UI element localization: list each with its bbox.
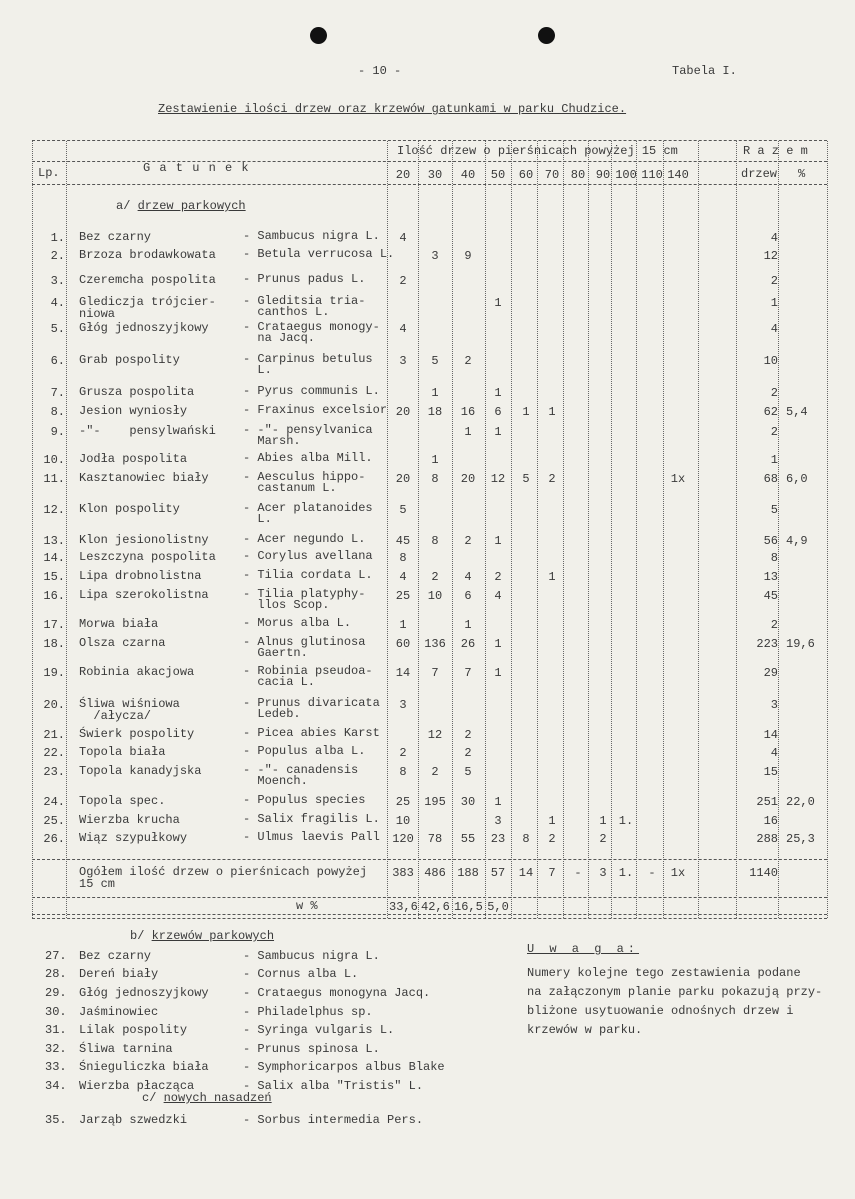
total-cell: 2 — [770, 274, 778, 288]
total-cell: 13 — [763, 570, 778, 584]
col-header-total: drzew — [741, 167, 778, 181]
col-header-size: 60 — [518, 168, 534, 182]
row-number: 17. — [43, 618, 65, 632]
totals-label: Ogółem ilość drzew o pierśnicach powyżej 15 cm — [79, 865, 368, 891]
species-latin: - Tilia platyphy- llos Scop. — [243, 587, 366, 612]
row-number: 23. — [43, 765, 65, 779]
count-cell: 1 — [431, 386, 439, 400]
shrub-name: Śnieguliczka biała — [79, 1060, 209, 1074]
total-cell: 4 — [770, 322, 778, 336]
count-cell: 18 — [427, 405, 443, 419]
row-number: 15. — [43, 570, 65, 584]
count-cell: 10 — [395, 814, 411, 828]
row-number: 3. — [50, 274, 65, 288]
count-cell: 25 — [395, 589, 411, 603]
count-cell: 2 — [399, 746, 407, 760]
table-rule — [32, 897, 827, 898]
col-header-percent: % — [798, 167, 806, 181]
percent-cell: 4,9 — [786, 534, 808, 548]
table-column-divider — [778, 141, 779, 918]
total-cell: 12 — [763, 249, 778, 263]
species-name: Kasztanowiec biały — [79, 471, 209, 485]
total-cell: 14 — [763, 728, 778, 742]
species-latin: - Morus alba L. — [243, 616, 352, 630]
count-cell: 5 — [399, 503, 407, 517]
col-header-size: 20 — [395, 168, 411, 182]
total-cell: 2 — [770, 618, 778, 632]
species-latin: - Carpinus betulus L. — [243, 352, 373, 377]
species-name: Grab pospolity — [79, 353, 180, 367]
count-cell: 8 — [431, 472, 439, 486]
total-cell: 8 — [770, 551, 778, 565]
count-cell: 7 — [431, 666, 439, 680]
species-latin: - Acer negundo L. — [243, 532, 366, 546]
table-rule — [32, 184, 827, 185]
shrub-latin: - Prunus spinosa L. — [243, 1042, 380, 1056]
count-cell: 1 — [494, 795, 502, 809]
species-name: Jesion wyniosły — [79, 404, 188, 418]
count-cell: 1 — [464, 618, 472, 632]
species-name: -"- pensylwański — [79, 424, 216, 438]
row-number: 21. — [43, 728, 65, 742]
species-latin: - Populus species — [243, 793, 366, 807]
total-cell: 223 — [756, 637, 778, 651]
shrub-number: 33. — [45, 1060, 67, 1074]
count-cell: 1 — [494, 296, 502, 310]
count-cell: 3 — [494, 814, 502, 828]
shrub-number: 30. — [45, 1005, 67, 1019]
totals-cell: 188 — [457, 866, 479, 880]
table-column-divider — [736, 141, 737, 918]
count-cell: 45 — [395, 534, 411, 548]
count-cell: 2 — [399, 274, 407, 288]
note-line: na załączonym planie parku pokazują przy- — [527, 985, 823, 999]
count-cell: 1 — [494, 425, 502, 439]
section-c-title: nowych nasadzeń — [163, 1091, 272, 1105]
count-cell: 10 — [427, 589, 443, 603]
count-cell: 60 — [395, 637, 411, 651]
count-cell: 1 — [464, 425, 472, 439]
species-latin: - Salix fragilis L. — [243, 812, 380, 826]
count-cell: 6 — [464, 589, 472, 603]
row-number: 20. — [43, 698, 65, 712]
row-number: 25. — [43, 814, 65, 828]
col-header-size: 80 — [570, 168, 586, 182]
species-name: Głóg jednoszyjkowy — [79, 321, 209, 335]
count-cell: 2 — [494, 570, 502, 584]
table-column-divider — [827, 141, 828, 918]
col-header-size: 70 — [544, 168, 560, 182]
count-cell: 7 — [464, 666, 472, 680]
binder-hole-left — [310, 27, 327, 44]
shrub-latin: - Philadelphus sp. — [243, 1005, 373, 1019]
count-cell: 25 — [395, 795, 411, 809]
shrub-latin: - Syringa vulgaris L. — [243, 1023, 395, 1037]
table-column-divider — [611, 141, 612, 918]
totals-cell: - — [574, 866, 582, 880]
table-label: Tabela I. — [672, 64, 737, 78]
shrub-latin: - Salix alba "Tristis" L. — [243, 1079, 424, 1093]
count-cell: 4 — [399, 231, 407, 245]
row-number: 11. — [43, 472, 65, 486]
count-cell: 1 — [599, 814, 607, 828]
total-cell: 4 — [770, 746, 778, 760]
row-number: 10. — [43, 453, 65, 467]
count-cell: 8 — [399, 765, 407, 779]
percent-cell: 6,0 — [786, 472, 808, 486]
total-cell: 62 — [763, 405, 778, 419]
shrub-latin: - Cornus alba L. — [243, 967, 359, 981]
count-cell: 2 — [599, 832, 607, 846]
percent-row-cell: 5,0 — [487, 900, 509, 914]
shrub-number: 29. — [45, 986, 67, 1000]
count-cell: 8 — [431, 534, 439, 548]
row-number: 4. — [50, 296, 65, 310]
percent-cell: 5,4 — [786, 405, 808, 419]
count-cell: 2 — [548, 832, 556, 846]
species-name: Lipa szerokolistna — [79, 588, 209, 602]
shrub-name: Śliwa tarnina — [79, 1042, 173, 1056]
row-number: 22. — [43, 746, 65, 760]
row-number: 9. — [50, 425, 65, 439]
row-number: 13. — [43, 534, 65, 548]
section-b-heading: b/ krzewów parkowych — [130, 929, 275, 943]
table-rule — [32, 859, 827, 860]
count-cell: 1 — [494, 534, 502, 548]
species-latin: - Gleditsia tria- canthos L. — [243, 294, 366, 319]
row-number: 18. — [43, 637, 65, 651]
species-latin: - Alnus glutinosa Gaertn. — [243, 635, 366, 660]
count-cell: 2 — [431, 570, 439, 584]
table-title: Zestawienie ilości drzew oraz krzewów gatunkami w parku Chudzice. — [158, 102, 627, 116]
shrub-number: 27. — [45, 949, 67, 963]
species-latin: - Aesculus hippo- castanum L. — [243, 470, 366, 495]
count-cell: 2 — [464, 746, 472, 760]
count-cell: 26 — [460, 637, 476, 651]
total-cell: 251 — [756, 795, 778, 809]
shrub-latin: - Sambucus nigra L. — [243, 949, 380, 963]
count-cell: 16 — [460, 405, 476, 419]
section-b-title: krzewów parkowych — [151, 929, 275, 943]
row-number: 8. — [50, 405, 65, 419]
shrub-name: Głóg jednoszyjkowy — [79, 986, 209, 1000]
species-latin: - Robinia pseudoa- cacia L. — [243, 664, 373, 689]
row-number: 16. — [43, 589, 65, 603]
count-cell: 1x — [670, 472, 686, 486]
count-cell: 20 — [395, 472, 411, 486]
species-name: Topola biała — [79, 745, 166, 759]
col-header-size: 90 — [595, 168, 611, 182]
col-header-size: 40 — [460, 168, 476, 182]
count-cell: 12 — [490, 472, 506, 486]
count-cell: 3 — [399, 354, 407, 368]
count-cell: 1 — [494, 637, 502, 651]
count-cell: 78 — [427, 832, 443, 846]
count-cell: 23 — [490, 832, 506, 846]
species-name: Wierzba krucha — [79, 813, 180, 827]
species-name: Leszczyna pospolita — [79, 550, 216, 564]
count-cell: 20 — [395, 405, 411, 419]
total-cell: 3 — [770, 698, 778, 712]
percent-cell: 22,0 — [786, 795, 815, 809]
section-a-title: drzew parkowych — [137, 199, 246, 213]
shrub-name: Jaśminowiec — [79, 1005, 159, 1019]
total-cell: 1 — [770, 296, 778, 310]
total-cell: 45 — [763, 589, 778, 603]
species-latin: - Sambucus nigra L. — [243, 229, 380, 243]
planting-name: Jarząb szwedzki — [79, 1113, 188, 1127]
species-name: Śliwa wiśniowa /ałycza/ — [79, 697, 180, 723]
count-cell: 195 — [424, 795, 446, 809]
table-column-divider — [418, 141, 419, 918]
species-name: Topola spec. — [79, 794, 166, 808]
species-name: Morwa biała — [79, 617, 159, 631]
percent-row-cell: 33,6 — [389, 900, 418, 914]
species-name: Czeremcha pospolita — [79, 273, 216, 287]
col-header-count-group: Ilość drzew o pierśnicach powyżej 15 cm — [397, 144, 678, 158]
count-cell: 3 — [399, 698, 407, 712]
species-latin: - Crataegus monogy- na Jacq. — [243, 320, 380, 345]
table-column-divider — [563, 141, 564, 918]
total-cell: 16 — [763, 814, 778, 828]
species-name: Olsza czarna — [79, 636, 166, 650]
species-latin: - Acer platanoides L. — [243, 501, 373, 526]
count-cell: 2 — [464, 728, 472, 742]
totals-cell: 3 — [599, 866, 607, 880]
row-number: 1. — [50, 231, 65, 245]
total-cell: 1 — [770, 453, 778, 467]
count-cell: 2 — [464, 534, 472, 548]
row-number: 14. — [43, 551, 65, 565]
total-cell: 2 — [770, 386, 778, 400]
count-cell: 1 — [399, 618, 407, 632]
percent-row-cell: 16,5 — [454, 900, 483, 914]
species-latin: - -"- pensylvanica Marsh. — [243, 423, 373, 448]
shrub-name: Lilak pospolity — [79, 1023, 188, 1037]
totals-cell: 14 — [518, 866, 534, 880]
shrub-name: Wierzba płacząca — [79, 1079, 195, 1093]
count-cell: 2 — [464, 354, 472, 368]
count-cell: 8 — [522, 832, 530, 846]
total-cell: 5 — [770, 503, 778, 517]
section-a-heading: a/ drzew parkowych — [116, 199, 246, 213]
shrub-name: Dereń biały — [79, 967, 159, 981]
binder-hole-right — [538, 27, 555, 44]
table-rule — [32, 918, 827, 919]
count-cell: 2 — [431, 765, 439, 779]
species-name: Wiąz szypułkowy — [79, 831, 188, 845]
count-cell: 1 — [548, 570, 556, 584]
count-cell: 4 — [494, 589, 502, 603]
col-header-total-group: R a z e m — [743, 144, 808, 158]
species-latin: - -"- canadensis Moench. — [243, 763, 359, 788]
planting-number: 35. — [45, 1113, 67, 1127]
planting-latin: - Sorbus intermedia Pers. — [243, 1113, 424, 1127]
total-cell: 4 — [770, 231, 778, 245]
species-latin: - Prunus padus L. — [243, 272, 366, 286]
totals-cell: 7 — [548, 866, 556, 880]
table-column-divider — [452, 141, 453, 918]
row-number: 19. — [43, 666, 65, 680]
species-name: Glediczja trójcier- niowa — [79, 295, 216, 321]
table-column-divider — [537, 141, 538, 918]
totals-cell: - — [648, 866, 656, 880]
species-name: Świerk pospolity — [79, 727, 195, 741]
totals-cell: 486 — [424, 866, 446, 880]
note-line: Numery kolejne tego zestawienia podane — [527, 966, 801, 980]
count-cell: 20 — [460, 472, 476, 486]
row-number: 24. — [43, 795, 65, 809]
species-name: Brzoza brodawkowata — [79, 248, 216, 262]
species-latin: - Fraxinus excelsior — [243, 403, 388, 417]
col-header-size: 140 — [667, 168, 689, 182]
note-title: U w a g a: — [527, 942, 640, 956]
table-column-divider — [588, 141, 589, 918]
totals-cell: 383 — [392, 866, 414, 880]
total-cell: 68 — [763, 472, 778, 486]
species-latin: - Corylus avellana — [243, 549, 373, 563]
percent-row-label: w % — [296, 899, 318, 913]
species-name: Topola kanadyjska — [79, 764, 202, 778]
total-cell: 2 — [770, 425, 778, 439]
count-cell: 5 — [522, 472, 530, 486]
totals-cell: 1x — [670, 866, 686, 880]
count-cell: 1 — [522, 405, 530, 419]
shrub-latin: - Symphoricarpos albus Blake — [243, 1060, 445, 1074]
species-latin: - Pyrus communis L. — [243, 384, 380, 398]
row-number: 5. — [50, 322, 65, 336]
col-header-size: 30 — [427, 168, 443, 182]
col-header-lp: Lp. — [38, 166, 60, 180]
row-number: 7. — [50, 386, 65, 400]
row-number: 2. — [50, 249, 65, 263]
count-cell: 1 — [431, 453, 439, 467]
count-cell: 12 — [427, 728, 443, 742]
count-cell: 4 — [399, 570, 407, 584]
count-cell: 2 — [548, 472, 556, 486]
percent-row-cell: 42,6 — [421, 900, 450, 914]
row-number: 6. — [50, 354, 65, 368]
species-name: Robinia akacjowa — [79, 665, 195, 679]
count-cell: 136 — [424, 637, 446, 651]
count-cell: 3 — [431, 249, 439, 263]
count-cell: 8 — [399, 551, 407, 565]
count-cell: 6 — [494, 405, 502, 419]
shrub-number: 31. — [45, 1023, 67, 1037]
table-rule — [32, 140, 827, 141]
species-latin: - Betula verrucosa L. — [243, 247, 395, 261]
shrub-name: Bez czarny — [79, 949, 152, 963]
count-cell: 9 — [464, 249, 472, 263]
total-cell: 29 — [763, 666, 778, 680]
count-cell: 1 — [548, 405, 556, 419]
count-cell: 120 — [392, 832, 414, 846]
count-cell: 4 — [464, 570, 472, 584]
percent-cell: 19,6 — [786, 637, 815, 651]
page-number: - 10 - — [358, 64, 402, 78]
note-line: krzewów w parku. — [527, 1023, 643, 1037]
count-cell: 55 — [460, 832, 476, 846]
shrub-latin: - Crataegus monogyna Jacq. — [243, 986, 431, 1000]
count-cell: 4 — [399, 322, 407, 336]
total-cell: 10 — [763, 354, 778, 368]
species-name: Bez czarny — [79, 230, 152, 244]
col-header-size: 50 — [490, 168, 506, 182]
species-name: Jodła pospolita — [79, 452, 188, 466]
count-cell: 1 — [494, 386, 502, 400]
count-cell: 5 — [431, 354, 439, 368]
species-latin: - Populus alba L. — [243, 744, 366, 758]
table-column-divider — [698, 141, 699, 918]
species-latin: - Picea abies Karst — [243, 726, 380, 740]
col-header-size: 100 — [615, 168, 637, 182]
total-cell: 15 — [763, 765, 778, 779]
percent-cell: 25,3 — [786, 832, 815, 846]
totals-total: 1140 — [749, 866, 778, 880]
table-column-divider — [636, 141, 637, 918]
species-latin: - Ulmus laevis Pall — [243, 830, 380, 844]
table-column-divider — [663, 141, 664, 918]
section-c-heading: c/ nowych nasadzeń — [142, 1091, 272, 1105]
count-cell: 5 — [464, 765, 472, 779]
species-name: Grusza pospolita — [79, 385, 195, 399]
species-name: Klon jesionolistny — [79, 533, 209, 547]
count-cell: 30 — [460, 795, 476, 809]
table-rule — [32, 914, 827, 915]
count-cell: 14 — [395, 666, 411, 680]
totals-cell: 1. — [618, 866, 634, 880]
species-latin: - Abies alba Mill. — [243, 451, 373, 465]
total-cell: 288 — [756, 832, 778, 846]
note-line: bliżone usytuowanie odnośnych drzew i — [527, 1004, 794, 1018]
species-name: Lipa drobnolistna — [79, 569, 202, 583]
count-cell: 1 — [494, 666, 502, 680]
totals-cell: 57 — [490, 866, 506, 880]
table-column-divider — [66, 141, 67, 918]
species-latin: - Prunus divaricata Ledeb. — [243, 696, 380, 721]
total-cell: 56 — [763, 534, 778, 548]
row-number: 12. — [43, 503, 65, 517]
shrub-number: 28. — [45, 967, 67, 981]
count-cell: 1 — [548, 814, 556, 828]
row-number: 26. — [43, 832, 65, 846]
species-latin: - Tilia cordata L. — [243, 568, 373, 582]
species-name: Klon pospolity — [79, 502, 180, 516]
col-header-size: 110 — [641, 168, 663, 182]
col-header-species: G a t u n e k — [143, 161, 250, 175]
shrub-number: 32. — [45, 1042, 67, 1056]
shrub-number: 34. — [45, 1079, 67, 1093]
count-cell: 1. — [618, 814, 634, 828]
